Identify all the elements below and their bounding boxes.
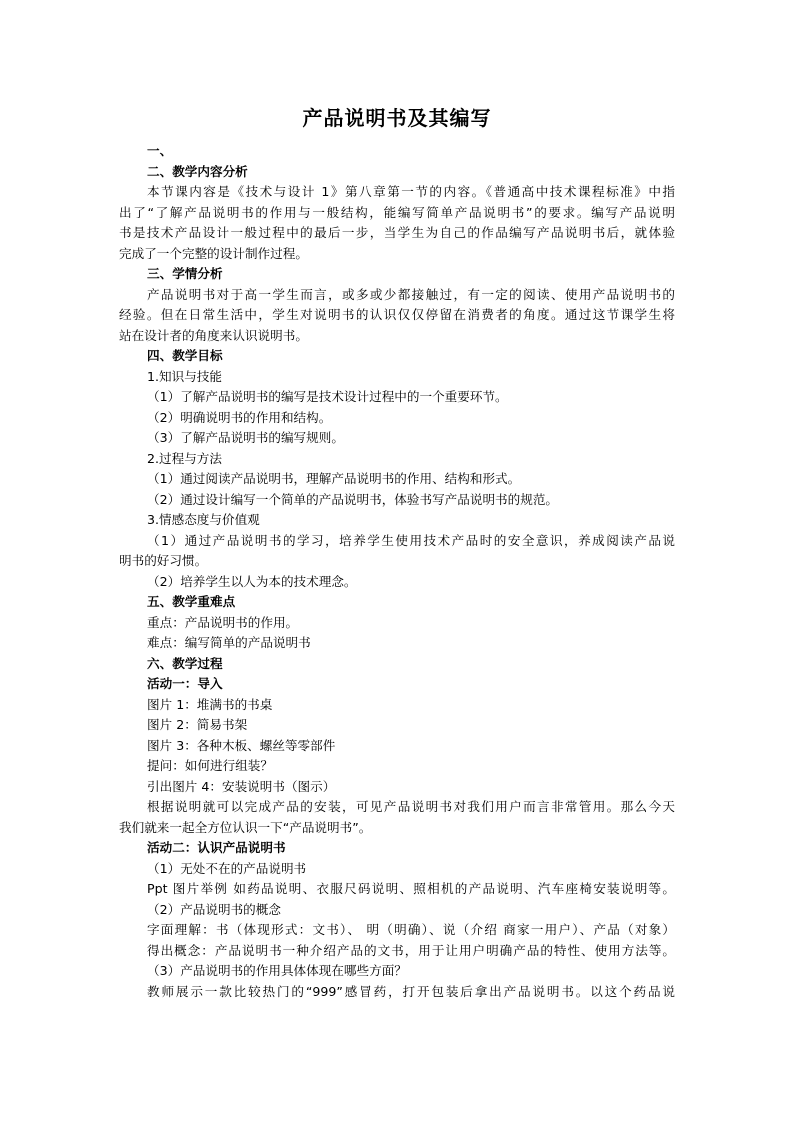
text-line: 本节课内容是《技术与设计 1》第八章第一节的内容。《普通高中技术课程标准》中指 — [147, 184, 675, 199]
text-line: （1）无处不在的产品说明书 — [147, 860, 307, 876]
text-line: 我们就来一起全方位认识一下“产品说明书”。 — [119, 819, 372, 835]
text-line: 出了“了解产品说明书的作用与一般结构，能编写简单产品说明书”的要求。编写产品说明 — [119, 204, 675, 220]
text-line: 重点：产品说明书的作用。 — [147, 614, 299, 630]
text-line: 站在设计者的角度来认识说明书。 — [119, 327, 308, 343]
text-line: Ppt 图片举例 如药品说明、衣服尺码说明、照相机的产品说明、汽车座椅安装说明等。 — [147, 881, 675, 896]
section-heading: 一、 — [147, 143, 173, 158]
document-text — [119, 141, 675, 1002]
text-line: 难点：编写简单的产品说明书 — [147, 635, 311, 650]
text-line: （1）了解产品说明书的编写是技术设计过程中的一个重要环节。 — [147, 389, 508, 404]
text-line: 2.过程与方法 — [147, 450, 222, 466]
text-line: （1）通过阅读产品说明书，理解产品说明书的作用、结构和形式。 — [147, 471, 521, 486]
text-line: 明书的好习惯。 — [119, 553, 208, 568]
text-line: 教师展示一款比较热门的“999”感冒药，打开包装后拿出产品说明书。以这个药品说 — [147, 983, 675, 999]
text-line: 图片 2：简易书架 — [147, 717, 248, 732]
text-line: 产品说明书对于高一学生而言，或多或少都接触过，有一定的阅读、使用产品说明书的 — [147, 286, 675, 302]
text-line: （2）产品说明书的概念 — [147, 901, 281, 917]
text-line: 1.知识与技能 — [147, 368, 222, 384]
section-heading: 活动一：导入 — [147, 676, 223, 691]
text-line: （2）通过设计编写一个简单的产品说明书，体验书写产品说明书的规范。 — [147, 491, 559, 507]
text-line: 引出图片 4：安装说明书（图示） — [147, 778, 336, 794]
text-line: （1）通过产品说明书的学习，培养学生使用技术产品时的安全意识，养成阅读产品说 — [147, 532, 675, 548]
text-line: 书是技术产品设计一般过程中的最后一步，当学生为自己的作品编写产品说明书后，就体验 — [119, 225, 675, 240]
section-heading: 四、教学目标 — [147, 348, 223, 363]
section-heading: 活动二：认识产品说明书 — [147, 840, 286, 855]
text-line: 图片 1：堆满书的书桌 — [147, 696, 273, 712]
text-line: （3）了解产品说明书的编写规则。 — [147, 430, 344, 445]
text-line: 得出概念：产品说明书一种介绍产品的文书，用于让用户明确产品的特性、使用方法等。 — [147, 942, 675, 958]
section-heading: 三、学情分析 — [147, 266, 223, 281]
text-line: 根据说明就可以完成产品的安装，可见产品说明书对我们用户而言非常管用。那么今天 — [147, 799, 675, 814]
text-line: 经验。但在日常生活中，学生对说明书的认识仅仅停留在消费者的角度。通过这节课学生将 — [119, 307, 675, 322]
text-line: （2）培养学生以人为本的技术理念。 — [147, 573, 357, 589]
section-heading: 六、教学过程 — [147, 655, 223, 671]
text-line: 字面理解：书（体现形式：文书）、 明（明确）、说（介绍 商家一用户）、产品（对象） — [147, 922, 675, 937]
section-heading: 二、教学内容分析 — [147, 163, 248, 179]
document-body — [119, 103, 675, 1002]
text-line: 图片 3：各种木板、螺丝等零部件 — [147, 737, 336, 753]
text-line: （2）明确说明书的作用和结构。 — [147, 409, 332, 425]
text-line: 提问：如何进行组装？ — [147, 758, 273, 773]
text-line: 3.情感态度与价值观 — [147, 512, 260, 527]
section-heading: 五、教学重难点 — [147, 594, 236, 609]
text-line: （3）产品说明书的作用具体体现在哪些方面？ — [147, 963, 407, 978]
document-title: 产品说明书及其编写 — [302, 106, 492, 130]
text-line: 完成了一个完整的设计制作过程。 — [119, 245, 308, 261]
